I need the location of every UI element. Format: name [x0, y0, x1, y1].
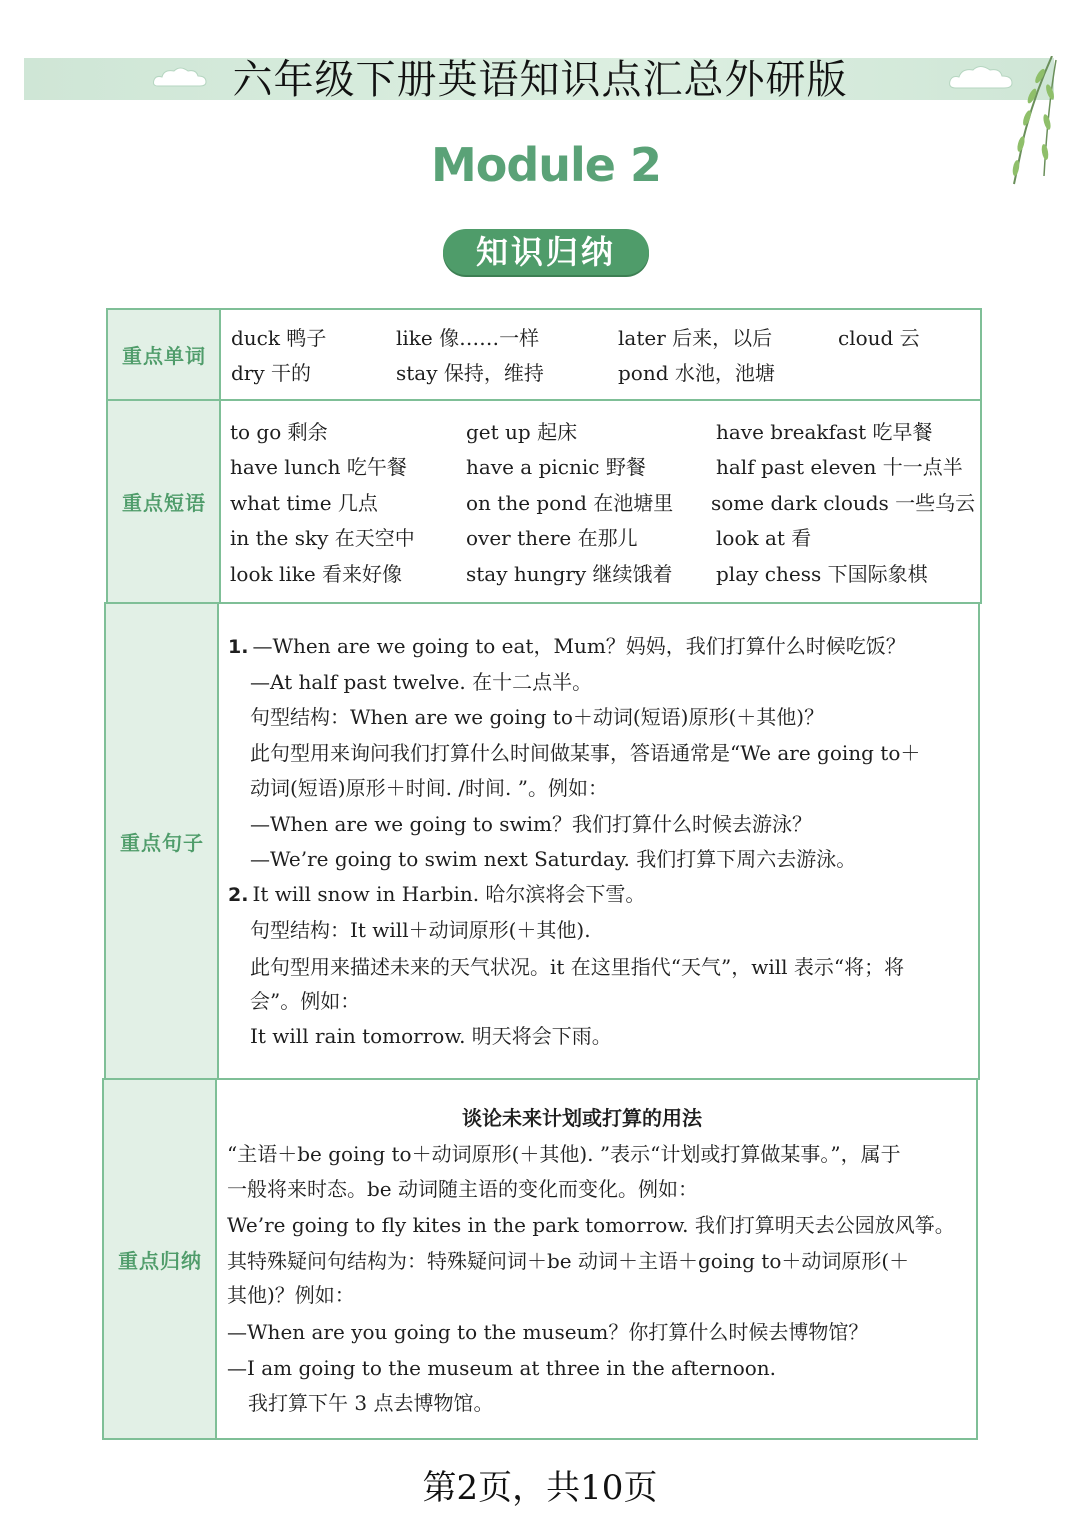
phrase-item: look like 看来好像 — [230, 562, 403, 586]
summary-line: —I am going to the museum at three in the afternoon. — [227, 1356, 777, 1380]
summary-line: “主语＋be going to＋动词原形(＋其他). ”表示“计划或打算做某事。”，属于 — [227, 1142, 901, 1166]
table-border-bottom — [102, 1438, 978, 1440]
table-column-divider — [219, 308, 221, 604]
summary-heading: 谈论未来计划或打算的用法 — [462, 1106, 702, 1130]
table-border-right — [978, 602, 980, 1080]
table-border-left — [106, 308, 108, 604]
phrase-item: get up 起床 — [466, 420, 578, 444]
table-divider — [106, 602, 982, 604]
sentence-line: —We’re going to swim next Saturday. 我们打算下周六去游泳。 — [250, 847, 857, 871]
sentence-line: 动词(短语)原形＋时间. /时间. ”。例如： — [250, 776, 608, 800]
table-border-right — [980, 308, 982, 604]
phrases-label: 重点短语 — [122, 491, 206, 515]
vocab-item: duck 鸭子 — [231, 326, 327, 350]
section-title-badge: 知识归纳 — [443, 229, 649, 275]
document-title: 六年级下册英语知识点汇总外研版 — [232, 57, 848, 103]
page-number: 第2页，共10页 — [422, 1468, 658, 1508]
summary-line: We’re going to fly kites in the park tomorrow. 我们打算明天去公园放风筝。 — [227, 1213, 955, 1237]
vocab-item: dry 干的 — [231, 361, 312, 385]
vocab-label: 重点单词 — [122, 344, 206, 368]
table-border-right — [976, 1078, 978, 1440]
phrase-item: some dark clouds 一些乌云 — [711, 491, 976, 515]
vocab-item: like 像……一样 — [396, 326, 540, 350]
phrase-item: to go 剩余 — [230, 420, 328, 444]
phrase-item: half past eleven 十一点半 — [716, 455, 963, 479]
phrase-item: have a picnic 野餐 — [466, 455, 646, 479]
phrase-item: in the sky 在天空中 — [230, 526, 415, 550]
sentence-line: It will rain tomorrow. 明天将会下雨。 — [250, 1024, 612, 1048]
table-border-left — [104, 602, 106, 1080]
table-divider — [108, 399, 982, 401]
summary-line: —When are you going to the museum？你打算什么时候去博物馆？ — [227, 1320, 869, 1344]
sentence-line: 2. It will snow in Harbin. 哈尔滨将会下雪。 — [228, 882, 646, 906]
vocab-label-cell — [108, 310, 220, 399]
sentence-number: 1. — [228, 636, 249, 658]
table-column-divider — [217, 602, 219, 1080]
phrase-item: look at 看 — [716, 526, 812, 550]
table-border-top — [108, 308, 982, 310]
sentence-line: 1. —When are we going to eat，Mum？妈妈，我们打算什么时候吃饭？ — [228, 634, 906, 658]
vocab-item: stay 保持，维持 — [396, 361, 544, 385]
summary-line: 其他)？例如： — [227, 1283, 355, 1307]
summary-line: 我打算下午 3 点去博物馆。 — [248, 1391, 494, 1415]
table-divider — [104, 1078, 980, 1080]
table-border-left — [102, 1078, 104, 1440]
sentence-line: 此句型用来描述未来的天气状况。it 在这里指代“天气”，will 表示“将；将 — [250, 955, 905, 979]
sentence-number: 2. — [228, 884, 249, 906]
phrases-label-cell — [108, 401, 220, 602]
summary-label: 重点归纳 — [118, 1248, 202, 1273]
summary-line: 一般将来时态。be 动词随主语的变化而变化。例如： — [227, 1177, 698, 1201]
phrase-item: play chess 下国际象棋 — [716, 562, 928, 586]
sentences-label: 重点句子 — [120, 830, 204, 855]
module-title: Module 2 — [430, 138, 662, 192]
table-column-divider — [215, 1078, 217, 1440]
sentence-line: 句型结构：It will＋动词原形(＋其他). — [250, 918, 591, 942]
phrase-item: stay hungry 继续饿着 — [466, 562, 673, 586]
sentence-line: —When are we going to swim？我们打算什么时候去游泳？ — [250, 812, 812, 836]
vocab-item: pond 水池，池塘 — [618, 361, 775, 385]
phrase-item: have lunch 吃午餐 — [230, 455, 407, 479]
phrase-item: over there 在那儿 — [466, 526, 638, 550]
sentence-line: 会”。例如： — [250, 989, 361, 1013]
phrase-item: have breakfast 吃早餐 — [716, 420, 933, 444]
sentences-label-cell — [106, 604, 218, 1078]
vocab-item: cloud 云 — [838, 326, 920, 350]
sentence-line: 此句型用来询问我们打算什么时间做某事，答语通常是“We are going to＋ — [250, 741, 921, 765]
summary-line: 其特殊疑问句结构为：特殊疑问词＋be 动词＋主语＋going to＋动词原形(＋ — [227, 1249, 910, 1273]
sentence-line: 句型结构：When are we going to＋动词(短语)原形(＋其他)？ — [250, 705, 825, 729]
sentence-line: —At half past twelve. 在十二点半。 — [250, 670, 593, 694]
phrase-item: what time 几点 — [230, 491, 378, 515]
vocab-item: later 后来，以后 — [618, 326, 773, 350]
summary-label-cell — [104, 1080, 216, 1438]
phrase-item: on the pond 在池塘里 — [466, 491, 674, 515]
